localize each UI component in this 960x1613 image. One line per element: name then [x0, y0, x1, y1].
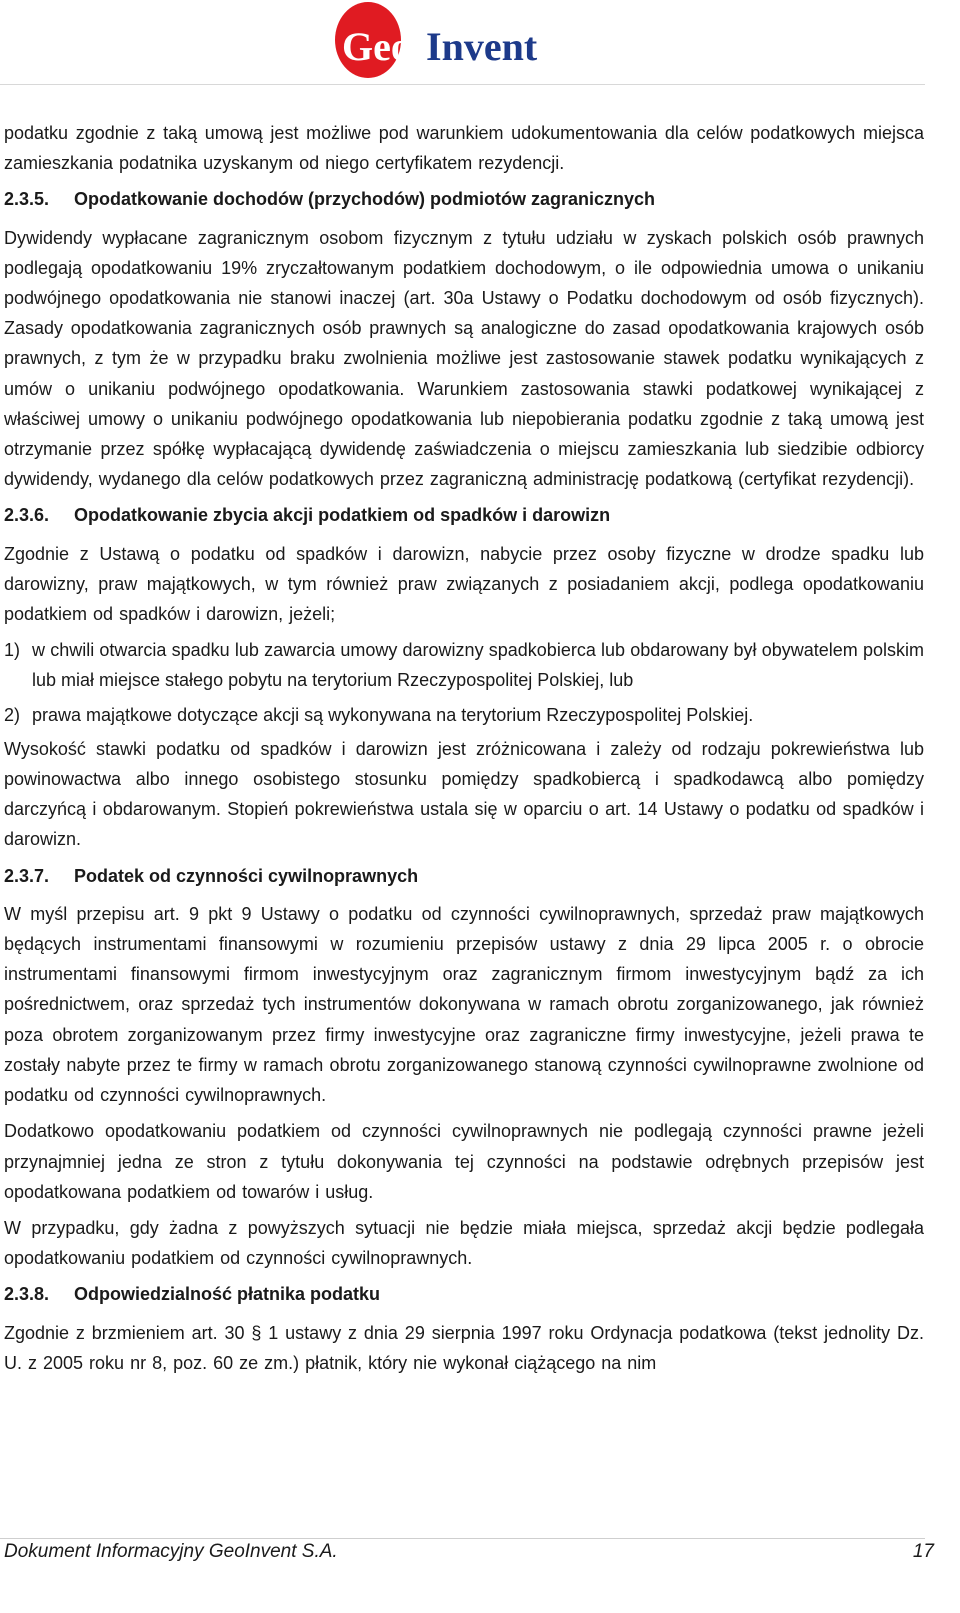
- geoinvent-logo: [320, 0, 590, 85]
- paragraph: Dywidendy wypłacane zagranicznym osobom fizycznym z tytułu udziału w zyskach polskich osób prawnych podlegają opodatkowaniu 19% zryczałtowanym podatkiem dochodowym, o ile odpowiednia umowa o unikaniu podwójnego opodatkowania nie stanowi inaczej (art. 30a Ustawy o Podatku dochodowym od osób fizycznych). Zasady opodatkowania zagranicznych osób prawnych są analogiczne do zasad opodatkowania krajowych osób prawnych, z tym że w przypadku braku zwolnienia możliwe jest zastosowanie stawek podatku wynikających z umów o unikaniu podwójnego opodatkowania. Warunkiem zastosowania stawki podatkowej wynikającej z właściwej umowy o unikaniu podwójnego opodatkowania lub niepobierania podatku zgodnie z taką umową jest otrzymanie przez spółkę wypłacającą dywidendę zaświadczenia o miejscu zamieszkania lub siedzibie odbiorcy dywidendy, wydanego dla celów podatkowych przez zagraniczną administrację podatkową (certyfikat rezydencji).: [4, 227, 924, 490]
- list-marker: 2): [4, 704, 21, 725]
- document-body: [4, 118, 924, 1384]
- section-heading-2-3-5: [4, 184, 924, 214]
- section-heading-2-3-7: [4, 861, 924, 891]
- section-number: 2.3.5.: [4, 189, 50, 210]
- paragraph: podatku zgodnie z taką umową jest możliwe pod warunkiem udokumentowania dla celów podatkowych miejsca zamieszkania podatnika uzyskanym od niego certyfikatem rezydencji.: [4, 123, 924, 174]
- paragraph: W myśl przepisu art. 9 pkt 9 Ustawy o podatku od czynności cywilnoprawnych, sprzedaż praw majątkowych będących instrumentami finansowymi w rozumieniu przepisów ustawy z dnia 29 lipca 2005 r. o obrocie instrumentami finansowymi firmom inwestycyjnym oraz zagranicznym firmom inwestycyjnym bądź za ich pośrednictwem, oraz sprzedaż tych instrumentów dokonywana w ramach obrotu zorganizowanego, jak również poza obrotem zorganizowanym przez firmy inwestycyjne oraz zagraniczne firmy inwestycyjne, jeżeli prawa te zostały nabyte przez te firmy w ramach obrotu zorganizowanego stanową czynności cywilnoprawne zwolnione od podatku od czynności cywilnoprawnych.: [4, 903, 924, 1106]
- logo-text-invent: Invent: [426, 24, 538, 69]
- paragraph: Dodatkowo opodatkowaniu podatkiem od czynności cywilnoprawnych nie podlegają czynności prawne jeżeli przynajmniej jedna ze stron z tytułu dokonywania tej czynności na podstawie odrębnych przepisów jest opodatkowana podatkiem od towarów i usług.: [4, 1121, 924, 1202]
- list-item: [4, 700, 924, 730]
- paragraph: Wysokość stawki podatku od spadków i darowizn jest zróżnicowana i zależy od rodzaju pokrewieństwa lub powinowactwa albo innego osobistego stosunku pomiędzy spadkobiercą i spadkodawcą albo pomiędzy darczyńcą i obdarowanym. Stopień pokrewieństwa ustala się w oparciu o art. 14 Ustawy o podatku od spadków i darowizn.: [4, 738, 924, 850]
- section-number: 2.3.7.: [4, 865, 50, 886]
- section-number: 2.3.6.: [4, 505, 50, 526]
- header-divider: [0, 84, 925, 85]
- section-title: Podatek od czynności cywilnoprawnych: [74, 865, 419, 886]
- section-title: Opodatkowanie dochodów (przychodów) podmiotów zagranicznych: [74, 189, 656, 210]
- list-item: [4, 635, 924, 695]
- section-number: 2.3.8.: [4, 1284, 50, 1305]
- section-title: Odpowiedzialność płatnika podatku: [74, 1284, 381, 1305]
- footer-divider: [0, 1538, 925, 1539]
- page-header: [0, 0, 960, 85]
- paragraph: W przypadku, gdy żadna z powyższych sytuacji nie będzie miała miejsca, sprzedaż akcji będzie podlegała opodatkowaniu podatkiem od czynności cywilnoprawnych.: [4, 1217, 924, 1269]
- paragraph: Zgodnie z Ustawą o podatku od spadków i darowizn, nabycie przez osoby fizyczne w drodze spadku lub darowizny, praw majątkowych, w tym również praw związanych z posiadaniem akcji, podlega opodatkowaniu podatkiem od spadków i darowizn, jeżeli;: [4, 543, 924, 625]
- section-heading-2-3-6: [4, 500, 924, 530]
- page-footer: [4, 1541, 934, 1563]
- list-marker: 1): [4, 640, 21, 661]
- paragraph: Zgodnie z brzmieniem art. 30 § 1 ustawy z dnia 29 sierpnia 1997 roku Ordynacja podatkowa (tekst jednolity Dz. U. z 2005 roku nr 8, poz. 60 ze zm.) płatnik, który nie wykonał ciążącego na nim: [4, 1322, 924, 1373]
- section-heading-2-3-8: [4, 1279, 924, 1309]
- list-text: prawa majątkowe dotyczące akcji są wykonywana na terytorium Rzeczypospolitej Polskiej.: [32, 704, 754, 725]
- logo-text-geo: Geo: [342, 24, 411, 69]
- section-title: Opodatkowanie zbycia akcji podatkiem od spadków i darowizn: [74, 505, 611, 526]
- footer-document-title: Dokument Informacyjny GeoInvent S.A.: [4, 1541, 338, 1562]
- list-text: w chwili otwarcia spadku lub zawarcia umowy darowizny spadkobierca lub obdarowany był obywatelem polskim lub miał miejsce stałego pobytu na terytorium Rzeczypospolitej Polskiej, lub: [32, 640, 924, 691]
- page-number: 17: [912, 1541, 934, 1562]
